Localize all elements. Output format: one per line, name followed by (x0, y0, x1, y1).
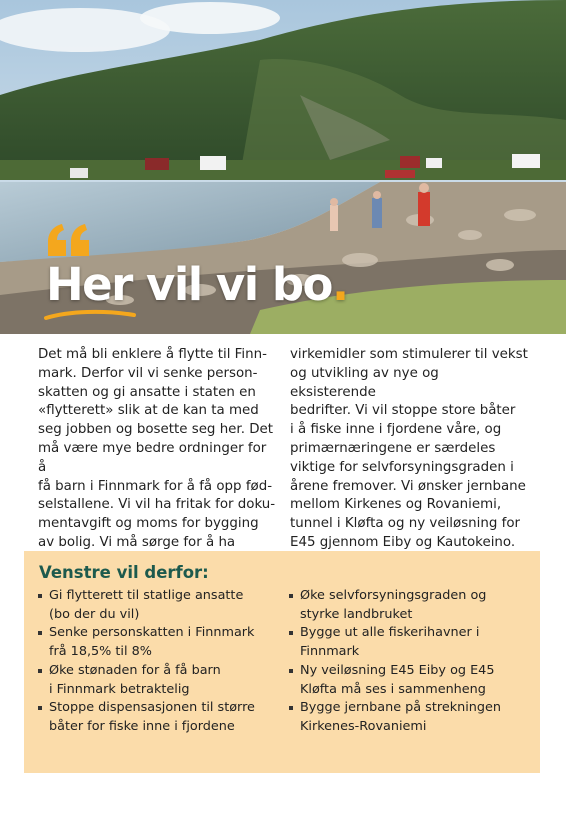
underline-swoosh-icon (44, 308, 136, 322)
list-item: Øke selvforsyningsgraden og styrke landbruket (288, 587, 533, 624)
list-item: Bygge ut alle fiskerihavner i Finnmark (288, 624, 533, 661)
list-item: Bygge jernbane på strekningen Kirkenes-Rovaniemi (288, 699, 533, 736)
body-text-right (290, 346, 528, 553)
page-title-text: Her vil vi bo (46, 258, 332, 311)
policy-box (24, 551, 540, 773)
body-text-left (38, 346, 276, 553)
policy-list-left (37, 587, 282, 737)
list-item: Øke stønaden for å få barn i Finnmark betraktelig (37, 662, 282, 699)
list-item: Stoppe dispensasjonen til større båter for fiske inne i fjordene (37, 699, 282, 736)
quote-mark-icon (46, 222, 92, 258)
body-paragraph-right: virkemidler som stimulerer til vekst og utvikling av nye og eksisterende bedrifter. Vi vil stoppe store båter i å fiske inne i fjordene våre, og primærnæringene er særdeles viktige for selvforsyningsgraden i årene fremover. Vi ønsker jernbane mellom Kirkenes og Rovaniemi, tunnel i Kløfta og ny veiløsning for E45 gjennom Eiby og Kautokeino. (290, 347, 528, 550)
list-item: Senke personskatten i Finnmark frå 18,5% til 8% (37, 624, 282, 661)
page-title (46, 258, 348, 311)
list-item: Ny veiløsning E45 Eiby og E45 Kløfta må ses i sammenheng (288, 662, 533, 699)
body-paragraph-left: Det må bli enklere å flytte til Finn- mark. Derfor vil vi senke person- skatten og gi ansatte i staten en «flytterett» slik at de kan ta med seg jobben og bosette seg her. Det må være mye bedre ordninger for å få barn i Finnmark for å få opp fød- selstallene. Vi vil ha fritak for doku- mentavgift og moms for bygging av bolig. Vi må sørge for å ha (38, 347, 276, 550)
title-accent-dot: . (331, 258, 348, 311)
policy-title: Venstre vil derfor: (39, 563, 209, 582)
policy-list-right (288, 587, 533, 737)
hero-photo (0, 0, 566, 334)
list-item: Gi flytterett til statlige ansatte (bo der du vil) (37, 587, 282, 624)
